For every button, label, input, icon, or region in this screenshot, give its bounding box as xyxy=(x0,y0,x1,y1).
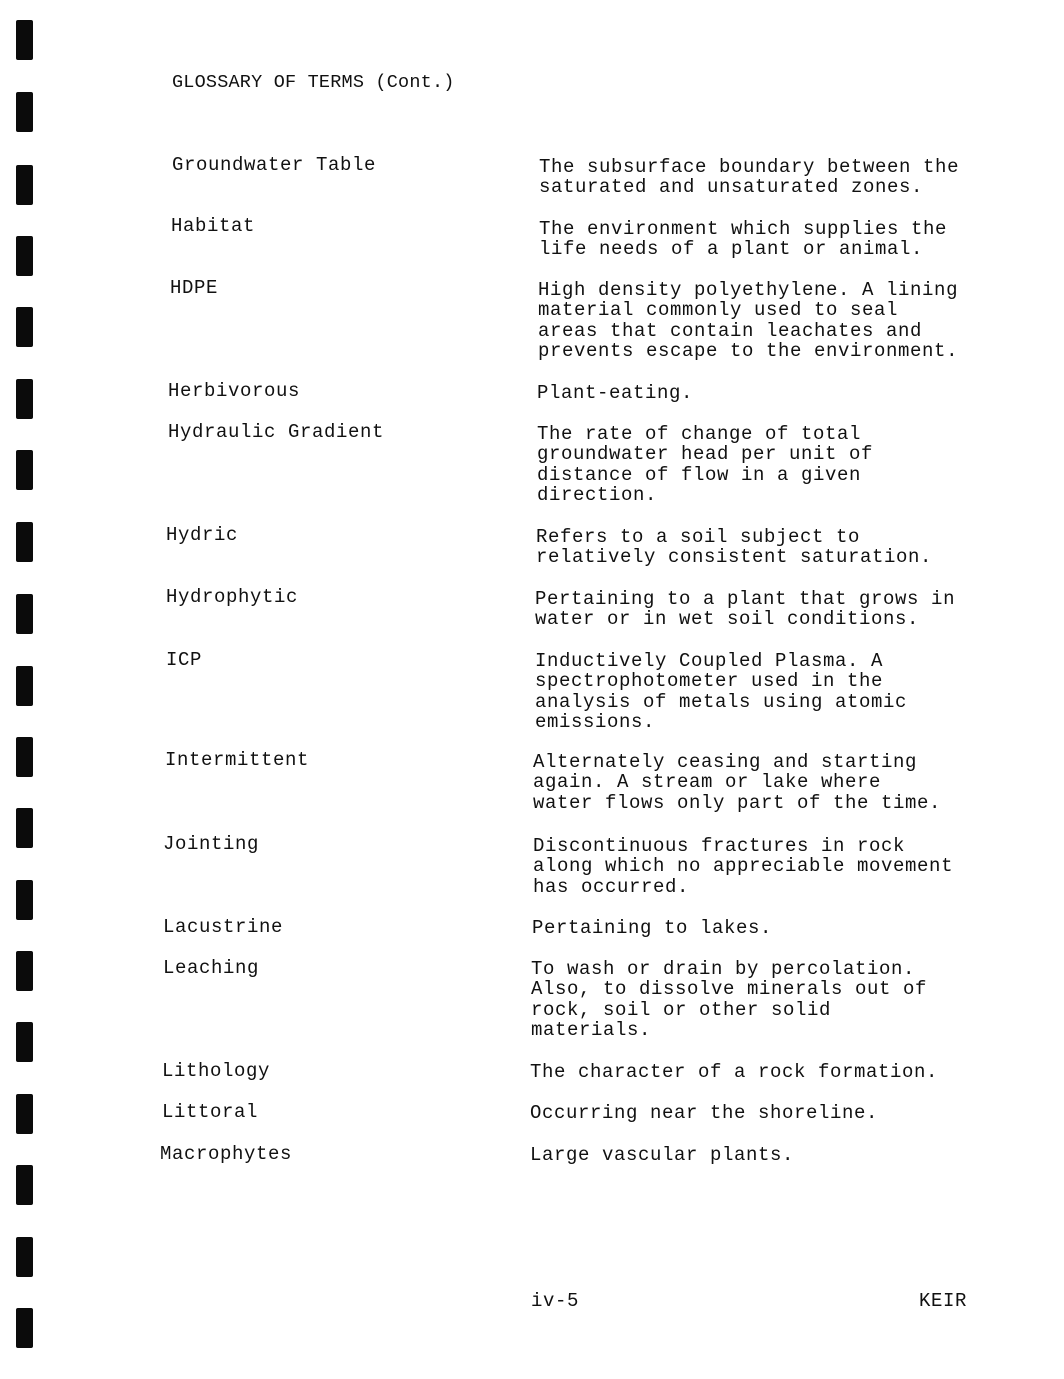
glossary-term: Hydrophytic xyxy=(166,586,299,608)
glossary-definition: Inductively Coupled Plasma. A spectrophotometer used in the analysis of metals using atomic emissions. xyxy=(535,650,908,733)
glossary-definition: The subsurface boundary between the saturated and unsaturated zones. xyxy=(539,156,960,199)
glossary-term: Lithology xyxy=(162,1060,271,1082)
page-title: GLOSSARY OF TERMS (Cont.) xyxy=(172,72,455,93)
footer-organization: KEIR xyxy=(919,1290,968,1312)
glossary-term: Habitat xyxy=(171,215,256,237)
glossary-definition: Refers to a soil subject to relatively consistent saturation. xyxy=(536,526,933,569)
glossary-term: Jointing xyxy=(163,833,260,855)
glossary-definition: Pertaining to a plant that grows in water or in wet soil conditions. xyxy=(535,588,956,631)
glossary-term: ICP xyxy=(166,649,203,671)
glossary-term: Hydraulic Gradient xyxy=(168,421,385,443)
glossary-definition: Occurring near the shoreline. xyxy=(530,1102,879,1124)
glossary-definition: The environment which supplies the life needs of a plant or animal. xyxy=(539,218,948,261)
glossary-definition: Large vascular plants. xyxy=(530,1144,795,1166)
glossary-definition: The character of a rock formation. xyxy=(530,1061,939,1083)
glossary-definition: Alternately ceasing and starting again. A stream or lake where water flows only part of the time. xyxy=(533,751,942,814)
glossary-term: Groundwater Table xyxy=(172,154,377,176)
glossary-definition: Pertaining to lakes. xyxy=(532,917,773,939)
glossary-definition: Plant-eating. xyxy=(537,382,694,404)
glossary-definition: To wash or drain by percolation. Also, to dissolve minerals out of rock, soil or other solid materials. xyxy=(531,958,928,1041)
glossary-definition: High density polyethylene. A lining material commonly used to seal areas that contain leachates and prevents escape to the environment. xyxy=(538,279,959,362)
glossary-term: Leaching xyxy=(163,957,260,979)
glossary-term: Macrophytes xyxy=(160,1143,293,1165)
glossary-term: Herbivorous xyxy=(168,380,301,402)
glossary-term: Littoral xyxy=(162,1101,259,1123)
glossary-definition: The rate of change of total groundwater head per unit of distance of flow in a given direction. xyxy=(537,423,874,506)
glossary-term: Intermittent xyxy=(165,749,310,771)
glossary-term: HDPE xyxy=(170,277,219,299)
glossary-term: Hydric xyxy=(166,524,239,546)
page-number: iv-5 xyxy=(531,1290,580,1312)
glossary-term: Lacustrine xyxy=(163,916,284,938)
glossary-definition: Discontinuous fractures in rock along which no appreciable movement has occurred. xyxy=(533,835,954,898)
